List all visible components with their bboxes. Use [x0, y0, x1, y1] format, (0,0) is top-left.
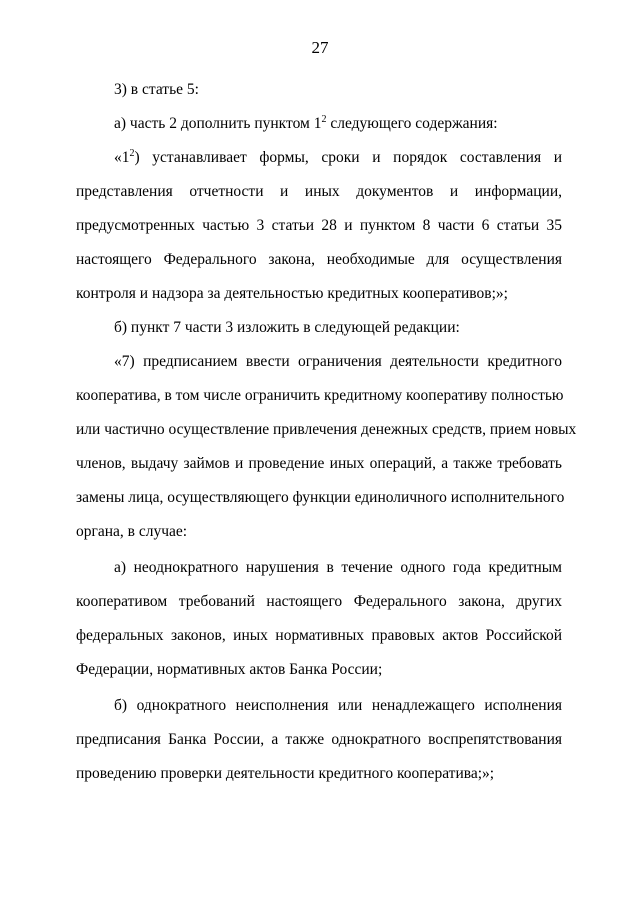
subitem-a-text-start: а) часть 2 дополнить пунктом 1	[114, 115, 322, 132]
paragraph-line: членов, выдачу займов и проведение иных операций, а также требовать	[76, 455, 562, 472]
paragraph-line: настоящего Федерального закона, необходимые для осуществления	[76, 251, 562, 268]
paragraph-line: кооперативом требований настоящего Федерального закона, других	[76, 593, 562, 610]
page-number: 27	[311, 38, 329, 57]
subitem-b-heading: б) пункт 7 части 3 изложить в следующей редакции:	[114, 319, 460, 336]
quote-item-start	[114, 149, 135, 166]
quote-item-number: «1	[114, 149, 130, 166]
superscript: 2	[129, 148, 135, 159]
subitem-a-text-end: следующего содержания:	[326, 115, 498, 132]
paragraph-line: проведению проверки деятельности кредитного кооператива;»;	[76, 765, 495, 782]
paragraph-line: Федерации, нормативных актов Банка России;	[76, 661, 383, 678]
paragraph-line: органа, в случае:	[76, 523, 188, 540]
paragraph-line: предписания Банка России, а также однократного воспрепятствования	[76, 731, 562, 748]
item-3-heading: 3) в статье 5:	[114, 81, 199, 98]
paragraph-line: предусмотренных частью 3 статьи 28 и пунктом 8 части 6 статьи 35	[76, 217, 562, 234]
paragraph-line: контроля и надзора за деятельностью кредитных кооперативов;»;	[76, 285, 508, 302]
paragraph-line: замены лица, осуществляющего функции единоличного исполнительного	[76, 489, 565, 506]
paragraph-line: кооператива, в том числе ограничить кредитному кооперативу полностью	[76, 387, 564, 404]
paragraph-line: представления отчетности и иных документов и информации,	[76, 183, 562, 200]
quote-item-text: ) устанавливает формы, сроки и порядок составления и	[134, 149, 562, 166]
paragraph-line: а) неоднократного нарушения в течение одного года кредитным	[114, 559, 562, 576]
paragraph-line: федеральных законов, иных нормативных правовых актов Российской	[76, 627, 562, 644]
paragraph-line: или частично осуществление привлечения денежных средств, прием новых	[76, 421, 577, 438]
subitem-a-heading	[114, 114, 562, 134]
superscript: 2	[321, 114, 327, 125]
paragraph-line: «7) предписанием ввести ограничения деятельности кредитного	[114, 353, 562, 370]
paragraph-line: б) однократного неисполнения или ненадлежащего исполнения	[114, 697, 562, 714]
paragraph-line	[114, 148, 562, 168]
